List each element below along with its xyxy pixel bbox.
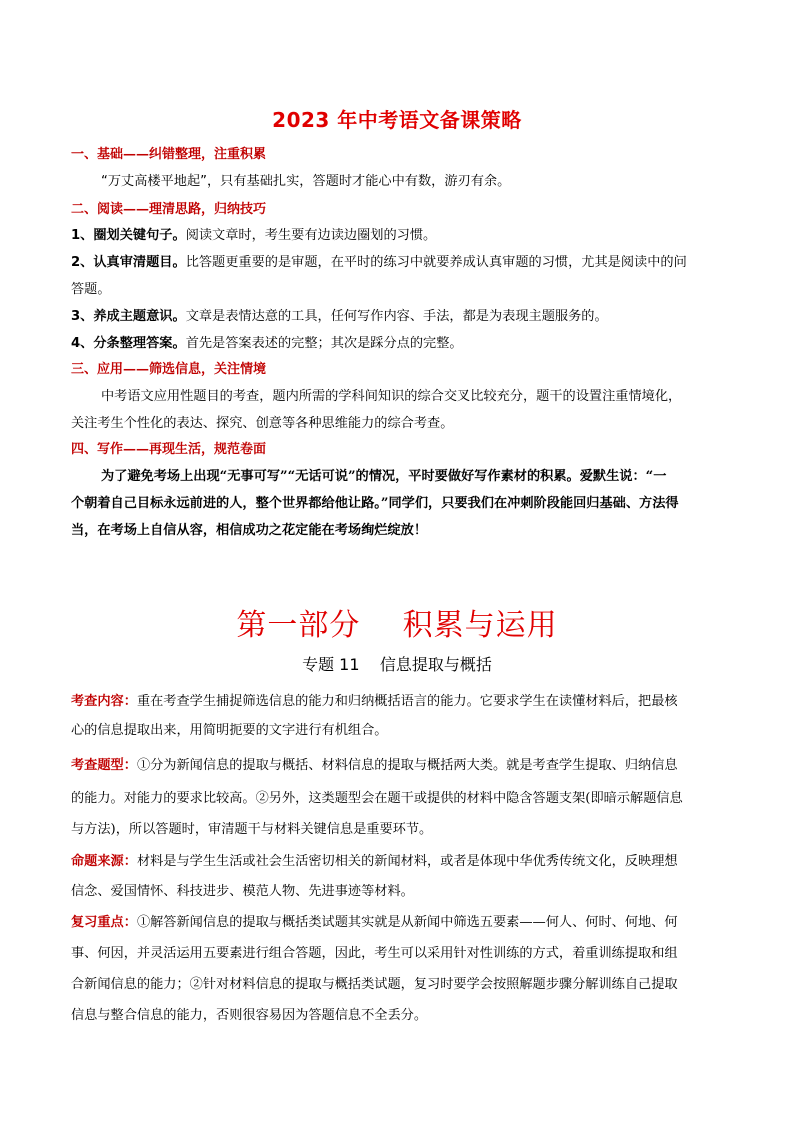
paragraph-label: 命题来源：	[71, 854, 137, 869]
list-item-label: 2、认真审清题目。	[71, 255, 186, 270]
paragraph-line: 合新闻信息的能力；②针对材料信息的提取与概括类试题，复习时要学会按照解题步骤分解训练自己提取	[71, 977, 678, 992]
document-title: 2023 年中考语文备课策略	[272, 108, 522, 132]
list-item	[71, 305, 608, 324]
section-text: 关注考生个性化的表达、探究、创意等各种思维能力的综合考查。	[71, 416, 454, 431]
paragraph-text: ①解答新闻信息的提取与概括类试题其实就是从新闻中筛选五要素——何人、何时、何地、何	[136, 915, 678, 930]
section-text: 中考语文应用性题目的考查，题内所需的学科间知识的综合交叉比较充分，题干的设置注重情境化，	[101, 389, 682, 404]
list-item-text: 阅读文章时，考生要有边读边圈划的习惯。	[185, 228, 437, 243]
part-title: 第一部分 积累与运用	[236, 608, 558, 643]
list-item-continuation: 答题。	[71, 282, 111, 297]
paragraph-label: 复习重点：	[71, 915, 137, 930]
list-item-label: 4、分条整理答案。	[71, 336, 186, 351]
paragraph-line: 信念、爱国情怀、科技进步、模范人物、先进事迹等材料。	[71, 884, 414, 899]
section-heading-application: 三、应用——筛选信息，关注情境	[71, 362, 267, 377]
section-heading-reading: 二、阅读——理清思路，归纳技巧	[71, 202, 267, 217]
list-item	[71, 251, 687, 270]
section-text: “万丈高楼平地起”，只有基础扎实，答题时才能心中有数，游刃有余。	[101, 174, 511, 189]
paragraph-line: 心的信息提取出来，用简明扼要的文字进行有机组合。	[71, 723, 388, 738]
paragraph-line: 与方法)，所以答题时，审清题干与材料关键信息是重要环节。	[71, 822, 433, 837]
paragraph-line	[71, 754, 678, 773]
paragraph-line: 信息与整合信息的能力，否则很容易因为答题信息不全丢分。	[71, 1008, 428, 1023]
paragraph-label: 考查题型：	[71, 758, 137, 773]
paragraph-line: 的能力。对能力的要求比较高。②另外，这类题型会在题干或提供的材料中隐含答题支架(即暗示解题信息	[71, 791, 683, 806]
list-item-text: 文章是表情达意的工具，任何写作内容、手法，都是为表现主题服务的。	[185, 309, 608, 324]
paragraph-line: 事、何因，并灵活运用五要素进行组合答题，因此，考生可以采用针对性训练的方式，着重训练提取和组	[71, 946, 678, 961]
paragraph-text: ①分为新闻信息的提取与概括、材料信息的提取与概括两大类。就是考查学生提取、归纳信息	[136, 758, 678, 773]
paragraph-label: 考查内容：	[71, 694, 137, 709]
section-text: 个朝着自己目标永远前进的人，整个世界都给他让路。”同学们，只要我们在冲刺阶段能回归基础、方法得	[71, 496, 679, 511]
section-text: 为了避免考场上出现“无事可写”“无话可说”的情况，平时要做好写作素材的积累。爱默生说：“一	[101, 469, 667, 484]
paragraph-line	[71, 690, 678, 709]
list-item-label: 3、养成主题意识。	[71, 309, 186, 324]
paragraph-text: 重在考查学生捕捉筛选信息的能力和归纳概括语言的能力。它要求学生在读懂材料后，把最核	[136, 694, 678, 709]
list-item	[71, 332, 463, 351]
paragraph-line	[71, 911, 678, 930]
topic-title: 专题 11 信息提取与概括	[302, 655, 492, 674]
paragraph-line	[71, 850, 678, 869]
paragraph-text: 材料是与学生生活或社会生活密切相关的新闻材料，或者是体现中华优秀传统文化，反映理想	[136, 854, 678, 869]
list-item	[71, 224, 436, 243]
list-item-text: 首先是答案表述的完整；其次是踩分点的完整。	[185, 336, 463, 351]
list-item-label: 1、圈划关键句子。	[71, 228, 186, 243]
section-heading-basics: 一、基础——纠错整理，注重积累	[71, 147, 267, 162]
section-heading-writing: 四、写作——再现生活，规范卷面	[71, 442, 267, 457]
section-text: 当，在考场上自信从容，相信成功之花定能在考场绚烂绽放！	[71, 523, 428, 538]
list-item-text: 比答题更重要的是审题，在平时的练习中就要养成认真审题的习惯，尤其是阅读中的问	[185, 255, 687, 270]
